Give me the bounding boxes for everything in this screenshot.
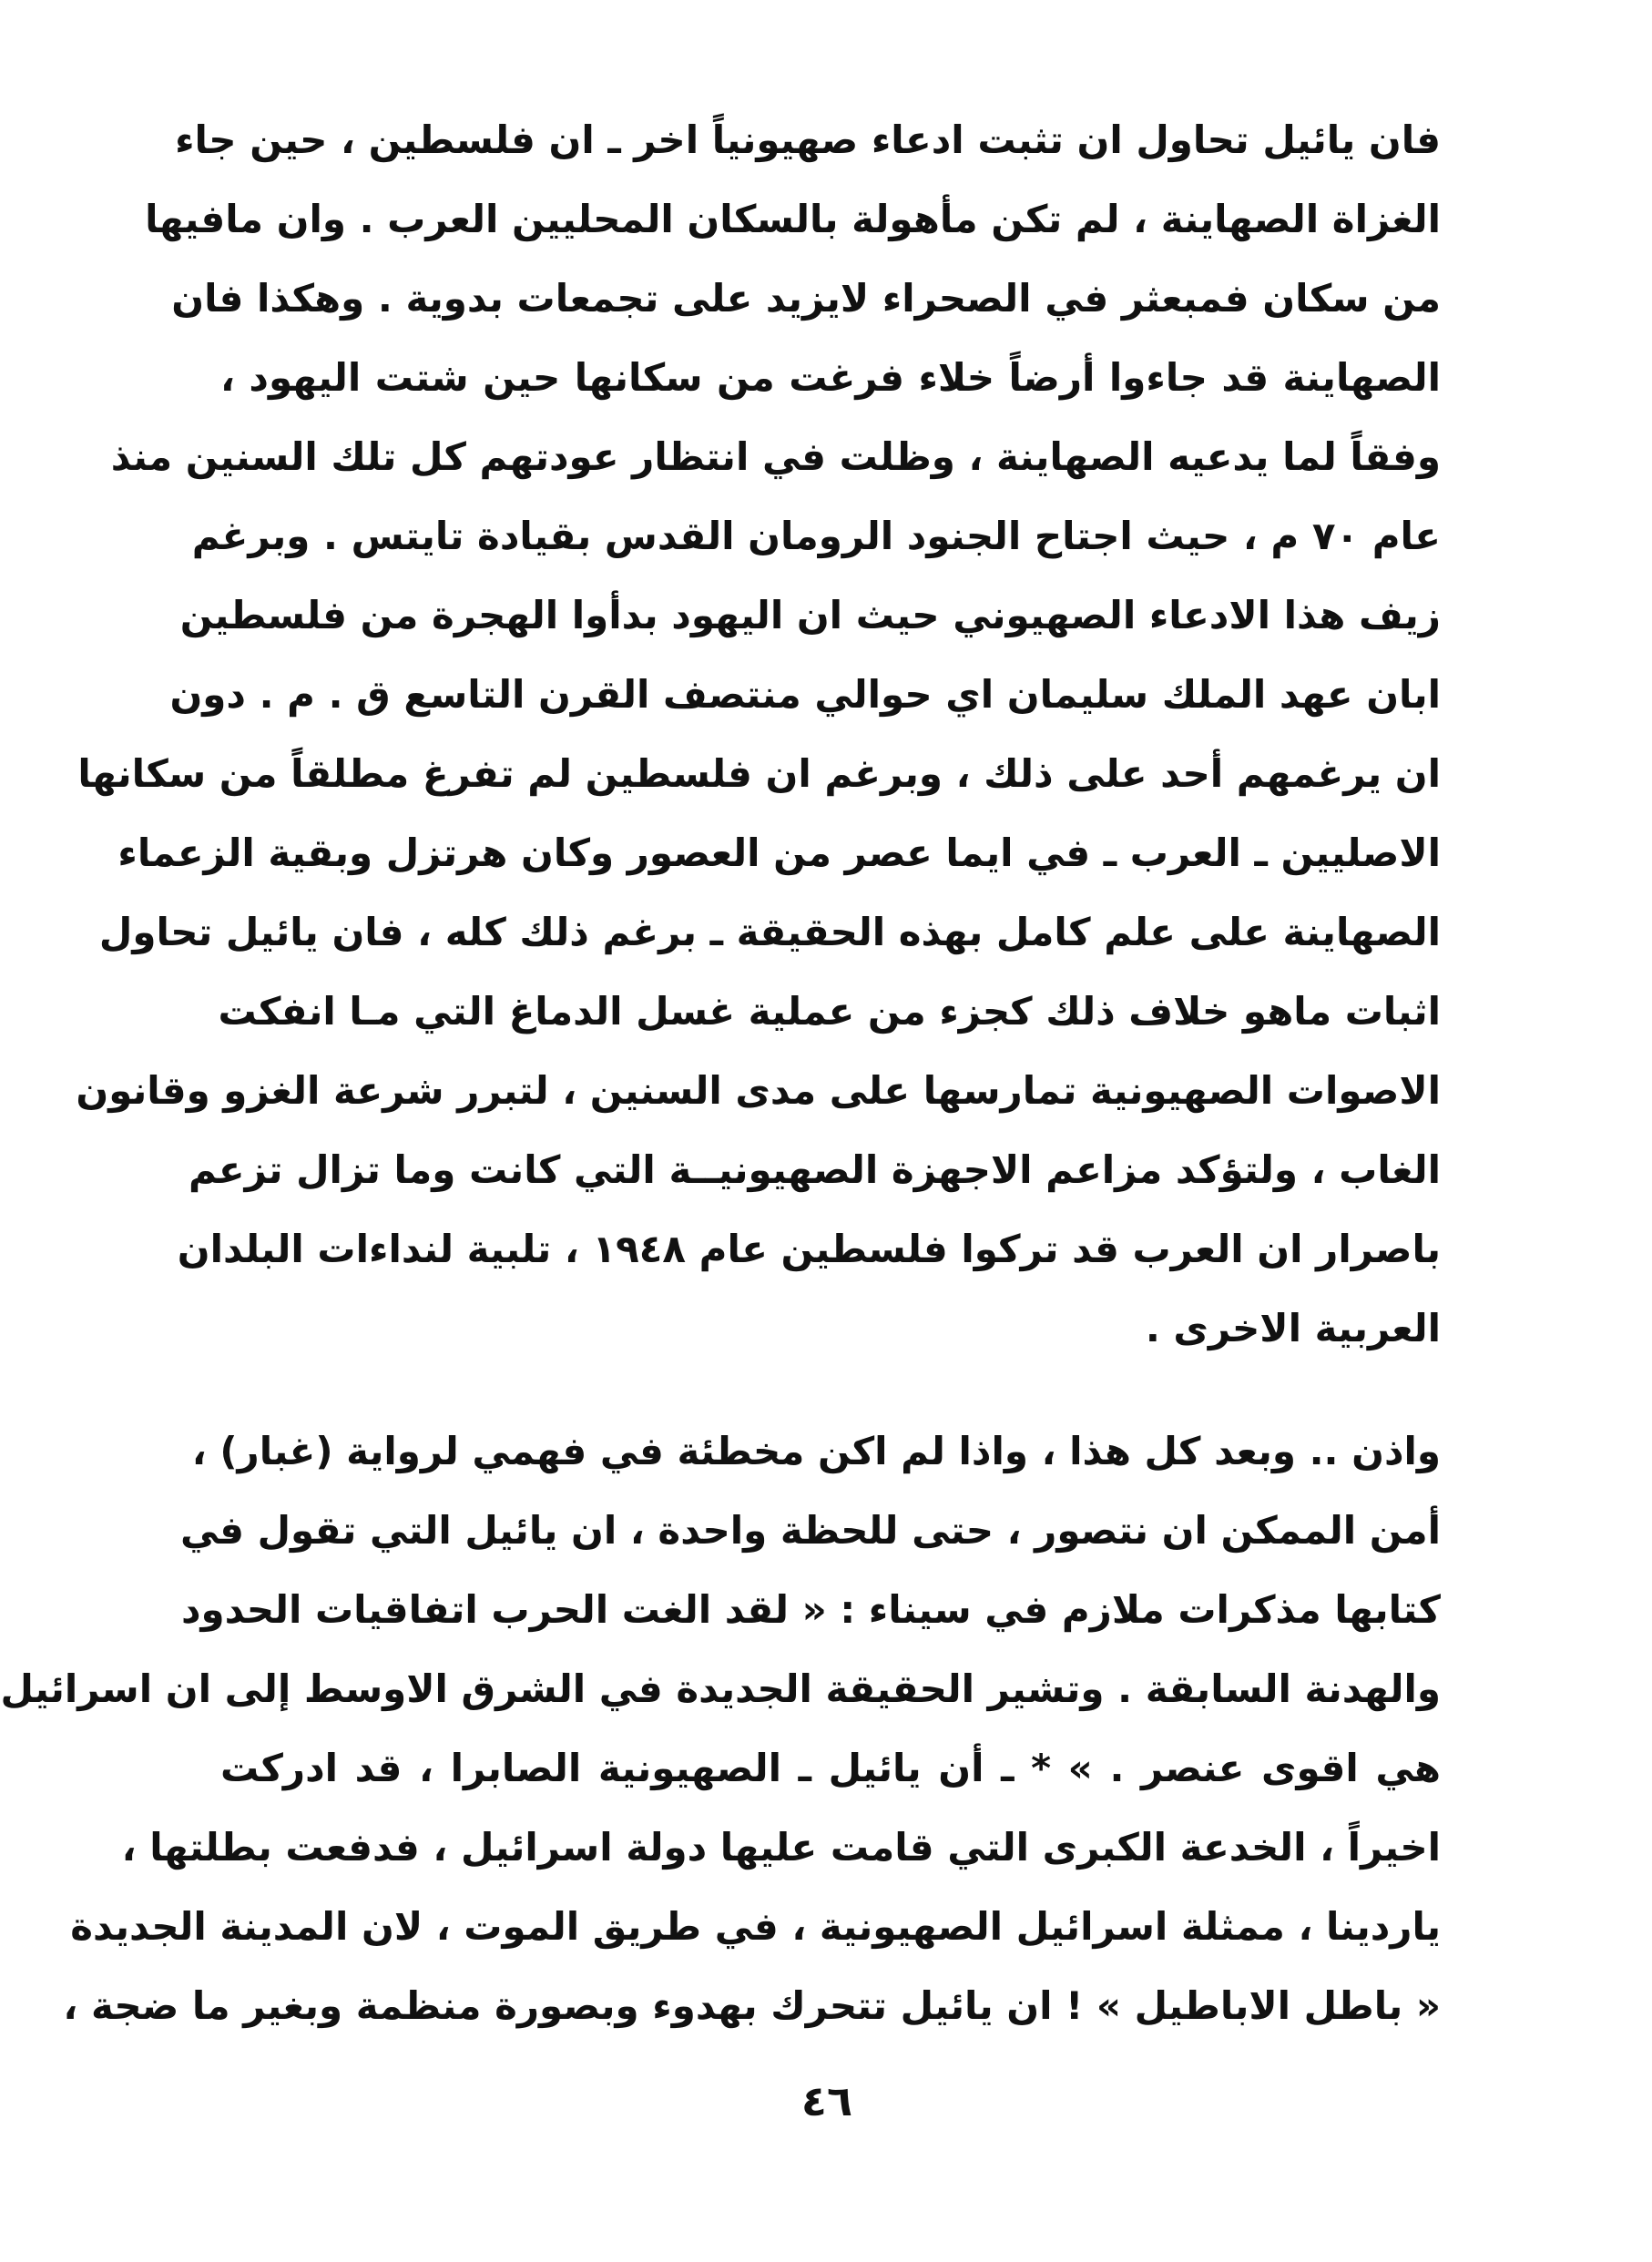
- text-line: اثبات ماهو خلاف ذلك كجزء من عملية غسل الدماغ التي مـا انفكت: [218, 989, 1441, 1034]
- text-line: زيف هذا الادعاء الصهيوني حيث ان اليهود بدأوا الهجرة من فلسطين: [179, 593, 1441, 637]
- text-line: الصهاينة على علم كامل بهذه الحقيقة ـ برغم ذلك كله ، فان يائيل تحاول: [98, 910, 1441, 954]
- text-line: « باطل الاباطيل » ! ان يائيل تتحرك بهدوء وبصورة منظمة وبغير ما ضجة ،: [63, 1983, 1441, 2028]
- page-number: ٤٦: [801, 2076, 853, 2125]
- paragraph-1: [76, 100, 1441, 1368]
- paragraph-2: [0, 1411, 1441, 2045]
- text-line: ياردينا ، ممثلة اسرائيل الصهيونية ، في طريق الموت ، لان المدينة الجديدة: [70, 1904, 1441, 1949]
- text-line: الصهاينة قد جاءوا أرضاً خلاء فرغت من سكانها حين شتت اليهود ،: [220, 355, 1441, 400]
- text-line: الاصوات الصهيونية تمارسها على مدى السنين ، لتبرر شرعة الغزو وقانون: [76, 1068, 1441, 1113]
- text-line: ابان عهد الملك سليمان اي حوالي منتصف القرن التاسع ق . م . دون: [169, 672, 1441, 717]
- text-line: واذن .. وبعد كل هذا ، واذا لم اكن مخطئة في فهمي لرواية (غبار) ،: [191, 1429, 1441, 1473]
- text-line: فان يائيل تحاول ان تثبت ادعاء صهيونياً اخر ـ ان فلسطين ، حين جاء: [175, 117, 1441, 162]
- text-line: العربية الاخرى .: [1145, 1306, 1441, 1350]
- text-line: عام ٧٠ م ، حيث اجتاح الجنود الرومان القدس بقيادة تايتس . وبرغم: [191, 514, 1441, 558]
- text-line: اخيراً ، الخدعة الكبرى التي قامت عليها دولة اسرائيل ، فدفعت بطلتها ،: [121, 1825, 1441, 1870]
- text-line: من سكان فمبعثر في الصحراء لايزيد على تجمعات بدوية . وهكذا فان: [171, 276, 1441, 321]
- text-line: الغاب ، ولتؤكد مزاعم الاجهزة الصهيونيــة التي كانت وما تزال تزعم: [188, 1147, 1441, 1192]
- text-line: أمن الممكن ان نتصور ، حتى للحظة واحدة ، ان يائيل التي تقول في: [179, 1508, 1441, 1553]
- text-line: الغزاة الصهاينة ، لم تكن مأهولة بالسكان المحليين العرب . وان مافيها: [145, 197, 1441, 241]
- text-line: والهدنة السابقة . وتشير الحقيقة الجديدة في الشرق الاوسط إلى ان اسرائيل: [0, 1666, 1441, 1711]
- text-line: الاصليين ـ العرب ـ في ايما عصر من العصور وكان هرتزل وبقية الزعماء: [117, 830, 1441, 875]
- text-line: وفقاً لما يدعيه الصهاينة ، وظلت في انتظار عودتهم كل تلك السنين منذ: [110, 434, 1441, 479]
- text-line: كتابها مذكرات ملازم في سيناء : « لقد الغت الحرب اتفاقيات الحدود: [181, 1587, 1441, 1632]
- text-line: ان يرغمهم أحد على ذلك ، وبرغم ان فلسطين لم تفرغ مطلقاً من سكانها: [77, 751, 1441, 796]
- text-line: هي اقوى عنصر . » * ـ أن يائيل ـ الصهيونية الصابرا ، قد ادركت: [220, 1746, 1441, 1790]
- book-page: [2, 0, 1652, 2262]
- text-line: باصرار ان العرب قد تركوا فلسطين عام ١٩٤٨ ، تلبية لنداءات البلدان: [177, 1227, 1441, 1271]
